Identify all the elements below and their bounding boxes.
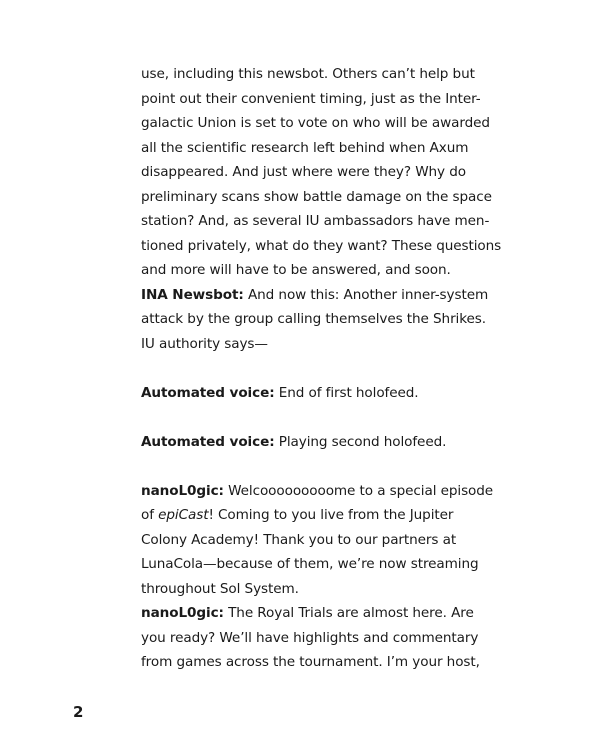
italic-title: epiCast [158,507,209,523]
line-text: IU authority says— [141,335,268,352]
text-line [141,503,466,528]
line-text: use, including this newsbot. Others can’t help but [141,66,475,82]
line-text: throughout Sol System. [141,580,299,597]
text-line [141,111,490,136]
line-text: from games across the tournament. I’m your host, [141,654,480,670]
text-line [141,528,466,553]
blank-line [141,356,466,381]
text-line [141,626,479,651]
line-text: Colony Academy! Thank you to our partners at [141,531,457,548]
text-line [141,258,466,283]
text-line [141,650,480,675]
line-text: preliminary scans show battle damage on the space [141,188,492,205]
text-line [141,209,490,234]
line-text: of [141,507,159,523]
text-line [141,62,475,87]
text-line [141,307,486,332]
line-text: tioned privately, what do they want? These questions [141,237,502,254]
text-line [141,601,474,626]
page-number: 2 [73,703,84,721]
text-line [141,185,492,210]
text-line [141,234,502,259]
dialogue-text: The Royal Trials are almost here. Are [223,605,474,621]
line-text: galactic Union is set to vote on who will be awarded [141,115,490,131]
body-text [141,62,502,675]
dialogue-text: Welcooooooooome to a special episode [223,482,494,499]
speaker-name: nanoL0gic: [141,482,224,499]
line-text: point out their convenient timing, just as the Inter- [141,90,481,107]
line-text: disappeared. And just where were they? Why do [141,164,466,180]
text-line [141,430,466,455]
speaker-name: INA Newsbot: [141,286,244,303]
line-text: attack by the group calling themselves the Shrikes. [141,311,486,327]
text-line [141,87,481,112]
line-text: you ready? We’ll have highlights and commentary [141,629,479,646]
text-line [141,136,469,161]
text-line [141,283,489,308]
line-text: all the scientific research left behind when Axum [141,139,469,156]
line-text: and more will have to be answered, and soon. [141,262,451,278]
text-line [141,479,494,504]
line-text: ! Coming to you live from the Jupiter [208,507,454,523]
speaker-name: Automated voice: [141,433,275,450]
text-line [141,577,466,602]
text-line [141,332,466,357]
speaker-name: nanoL0gic: [141,605,224,621]
dialogue-text: And now this: Another inner-system [243,286,489,303]
blank-line [141,454,466,479]
speaker-name: Automated voice: [141,384,275,401]
text-line [141,160,466,185]
blank-line [141,405,466,430]
dialogue-text: Playing second holofeed. [274,433,447,450]
line-text: LunaCola—because of them, we’re now streaming [141,556,479,572]
line-text: station? And, as several IU ambassadors have men- [141,213,490,229]
text-line [141,552,479,577]
text-line [141,381,466,406]
dialogue-text: End of first holofeed. [274,384,419,401]
